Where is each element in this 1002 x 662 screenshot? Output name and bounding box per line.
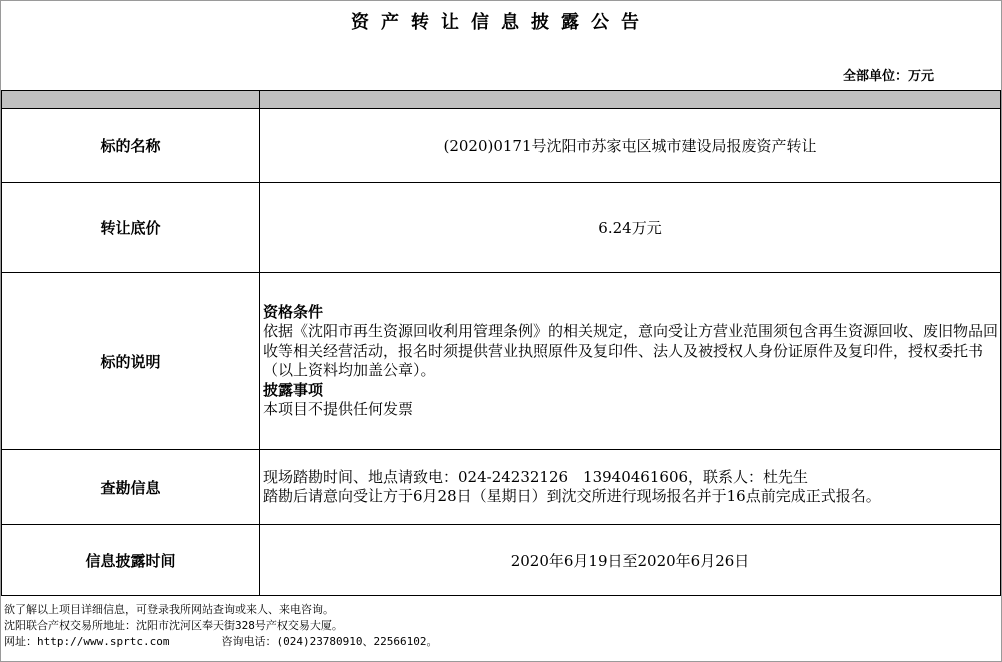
footer-line2: 沈阳联合产权交易所地址：沈阳市沈河区奉天街328号产权交易大厦。 <box>4 619 343 632</box>
qualification-text: 依据《沈阳市再生资源回收利用管理条例》的相关规定，意向受让方营业范围须包含再生资源回收、废旧物品回收等相关经营活动，报名时须提供营业执照原件及复印件、法人及被授权人身份证原件及复印件，授权委托书（以上资料均加盖公章）。 <box>263 322 999 379</box>
row-name <box>2 109 1001 183</box>
disclosure-text: 本项目不提供任何发票 <box>263 400 414 418</box>
footer-website[interactable]: 网址：http://www.sprtc.com <box>4 635 170 648</box>
inspection-line2: 踏勘后请意向受让方于6月28日（星期日）到沈交所进行现场报名并于16点前完成正式报名。 <box>263 487 881 505</box>
info-table <box>1 90 1001 596</box>
name-value: (2020)0171号沈阳市苏家屯区城市建设局报废资产转让 <box>260 109 1001 183</box>
footer-line3 <box>4 634 438 650</box>
inspection-cell <box>260 450 1001 525</box>
page-title: 资产转让信息披露公告 <box>351 12 651 33</box>
row-period <box>2 525 1001 596</box>
footer <box>4 602 438 650</box>
row-price <box>2 183 1001 273</box>
qualification-heading: 资格条件 <box>263 302 324 321</box>
price-value: 6.24万元 <box>260 183 1001 273</box>
name-label: 标的名称 <box>2 109 260 183</box>
header-cell-right <box>260 91 1001 109</box>
period-label: 信息披露时间 <box>2 525 260 596</box>
table-header-row <box>2 91 1001 109</box>
row-inspection <box>2 450 1001 525</box>
period-value: 2020年6月19日至2020年6月26日 <box>260 525 1001 596</box>
price-label: 转让底价 <box>2 183 260 273</box>
footer-line1: 欲了解以上项目详细信息，可登录我所网站查询或来人、来电咨询。 <box>4 603 334 616</box>
footer-phone: 咨询电话：(024)23780910、22566102。 <box>221 635 438 648</box>
header-cell-left <box>2 91 260 109</box>
description-cell <box>260 273 1001 450</box>
description-label: 标的说明 <box>2 273 260 450</box>
unit-label: 全部单位：万元 <box>842 69 934 84</box>
disclosure-heading: 披露事项 <box>263 380 324 399</box>
row-description <box>2 273 1001 450</box>
inspection-line1: 现场踏勘时间、地点请致电：024-24232126 13940461606，联系人：杜先生 <box>263 467 809 486</box>
inspection-label: 查勘信息 <box>2 450 260 525</box>
